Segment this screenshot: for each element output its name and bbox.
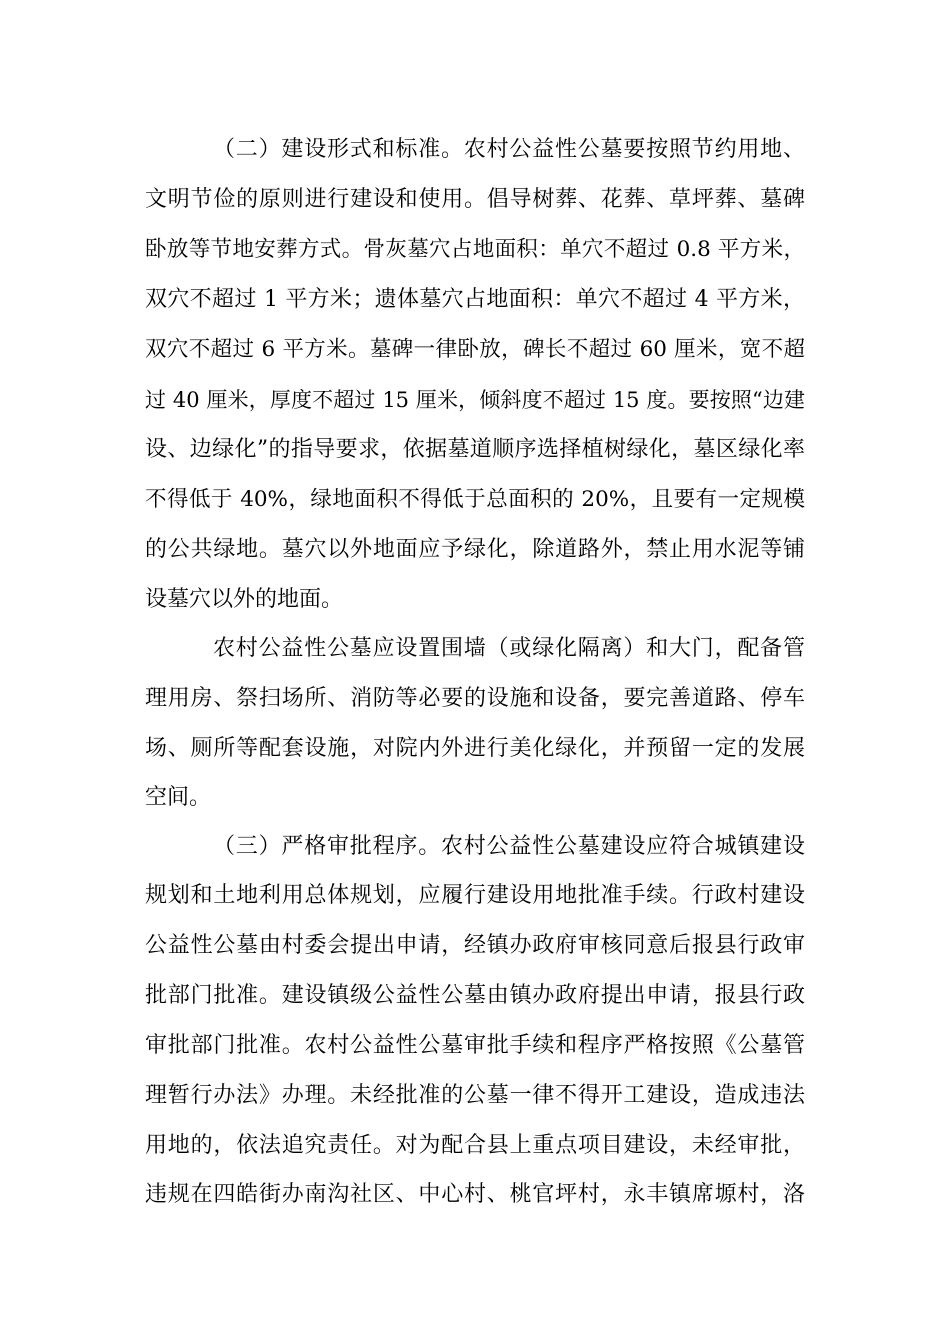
paragraph-2-line-1: 农村公益性公墓应设置围墙（或绿化隔离）和大门，配备管	[213, 636, 805, 661]
paragraph-1-line-10: 设墓穴以外的地面。	[145, 587, 344, 612]
paragraph-1-line-9: 的公共绿地。墓穴以外地面应予绿化，除道路外，禁止用水泥等铺	[145, 537, 805, 562]
paragraph-3-line-1: （三）严格审批程序。农村公益性公墓建设应符合城镇建设	[213, 834, 805, 859]
paragraph-1-line-5: 双穴不超过 6 平方米。墓碑一律卧放，碑长不超过 60 厘米，宽不超	[145, 337, 805, 362]
paragraph-2-line-3: 场、厕所等配套设施，对院内外进行美化绿化，并预留一定的发展	[145, 736, 805, 761]
paragraph-1-line-3: 卧放等节地安葬方式。骨灰墓穴占地面积：单穴不超过 0.8 平方米，	[145, 237, 805, 262]
paragraph-1-line-8: 不得低于 40%，绿地面积不得低于总面积的 20%，且要有一定规模	[145, 487, 805, 512]
paragraph-1-line-2: 文明节俭的原则进行建设和使用。倡导树葬、花葬、草坪葬、墓碑	[145, 187, 805, 212]
paragraph-3-line-7: 用地的，依法追究责任。对为配合县上重点项目建设，未经审批，	[145, 1133, 805, 1158]
paragraph-1-line-7: 设、边绿化”的指导要求，依据墓道顺序选择植树绿化，墓区绿化率	[145, 437, 805, 462]
paragraph-3-line-8: 违规在四皓街办南沟社区、中心村、桃官坪村，永丰镇席塬村，洛	[145, 1182, 805, 1207]
paragraph-3-line-6: 理暂行办法》办理。未经批准的公墓一律不得开工建设，造成违法	[145, 1083, 805, 1108]
paragraph-2-line-2: 理用房、祭扫场所、消防等必要的设施和设备，要完善道路、停车	[145, 686, 805, 711]
paragraph-3-line-4: 批部门批准。建设镇级公益性公墓由镇办政府提出申请，报县行政	[145, 983, 805, 1008]
paragraph-3-line-5: 审批部门批准。农村公益性公墓审批手续和程序严格按照《公墓管	[145, 1033, 805, 1058]
paragraph-1-line-1: （二）建设形式和标准。农村公益性公墓要按照节约用地、	[213, 137, 805, 162]
paragraph-2-line-4: 空间。	[145, 785, 212, 810]
paragraph-3-line-3: 公益性公墓由村委会提出申请，经镇办政府审核同意后报县行政审	[145, 933, 805, 958]
paragraph-1-line-6: 过 40 厘米，厚度不超过 15 厘米，倾斜度不超过 15 度。要按照“边建	[145, 388, 805, 412]
paragraph-1-line-4: 双穴不超过 1 平方米；遗体墓穴占地面积：单穴不超过 4 平方米，	[145, 287, 805, 312]
paragraph-3-line-2: 规划和土地利用总体规划，应履行建设用地批准手续。行政村建设	[145, 883, 805, 908]
